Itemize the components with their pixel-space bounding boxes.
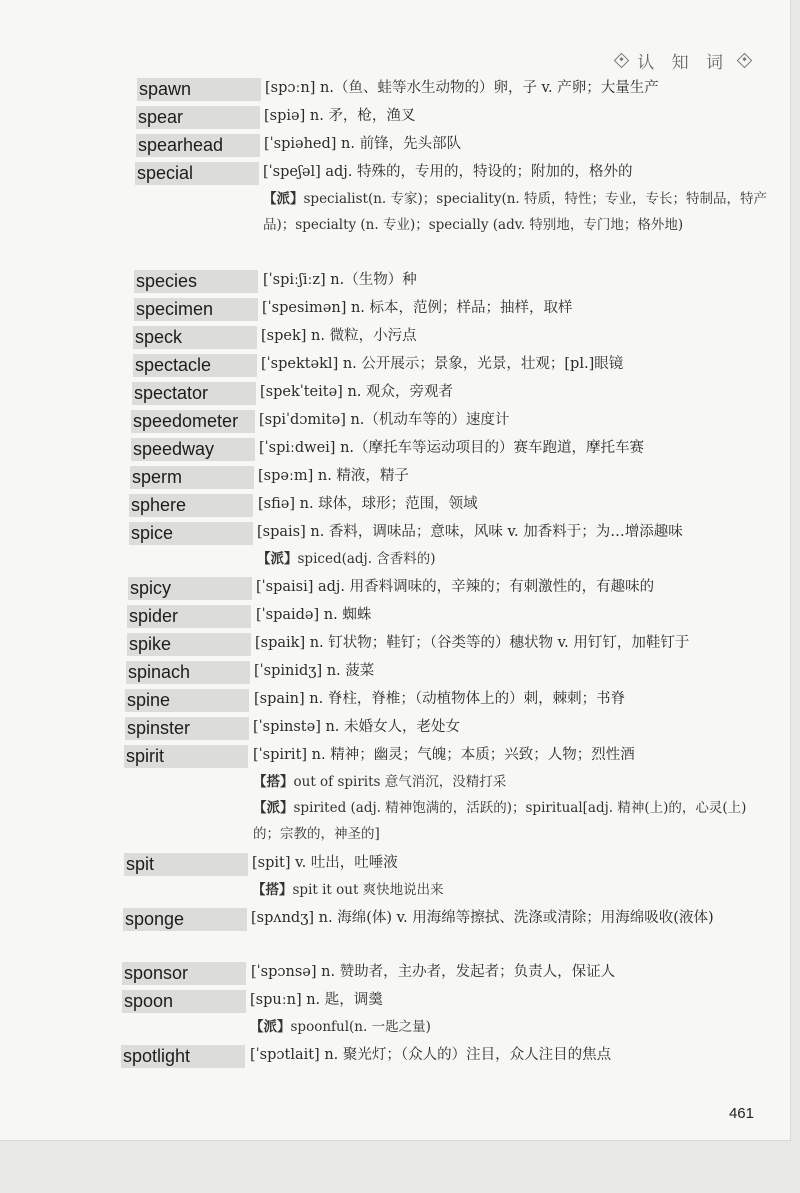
- definition-block: [261, 351, 771, 378]
- headword: speedometer: [131, 410, 255, 433]
- note-tag: 【派】: [253, 800, 294, 816]
- note-text: spoonful(n. 一匙之量): [290, 1019, 431, 1035]
- derivative-note: [252, 877, 762, 903]
- headword: speedway: [131, 438, 255, 461]
- note-text: spit it out 爽快地说出来: [292, 882, 444, 898]
- definition-text: [spais] n. 香料，调味品；意味，风味 v. 加香料于；为…增添趣味: [257, 524, 683, 540]
- definition-block: [252, 850, 762, 903]
- definition-block: [253, 714, 763, 741]
- headword: sphere: [129, 494, 253, 517]
- definition-block: [256, 602, 766, 629]
- headword: sponsor: [122, 962, 246, 985]
- headword: spear: [136, 106, 260, 129]
- note-text: spiced(adj. 含香料的): [297, 551, 436, 567]
- headword: spectator: [132, 382, 256, 405]
- headword: spirit: [124, 745, 248, 768]
- derivative-note: [263, 186, 773, 238]
- headword: special: [135, 162, 259, 185]
- definition-block: [254, 686, 764, 713]
- definition-text: [spuːn] n. 匙，调羹: [250, 992, 383, 1008]
- page-number: 461: [728, 1105, 754, 1122]
- section-header: [606, 48, 760, 73]
- headword: spectacle: [133, 354, 257, 377]
- definition-block: [263, 159, 773, 238]
- definition-block: [260, 379, 770, 406]
- note-tag: 【派】: [250, 1019, 291, 1035]
- headword: spice: [129, 522, 253, 545]
- note-tag: 【派】: [257, 551, 298, 567]
- definition-block: [262, 295, 772, 322]
- definition-text: [spəːm] n. 精液，精子: [258, 468, 409, 484]
- definition-text: [ˈspɔtlait] n. 聚光灯；（众人的）注目，众人注目的焦点: [250, 1047, 612, 1063]
- definition-text: [ˈspektəkl] n. 公开展示；景象，光景，壮观；[pl.]眼镜: [261, 356, 624, 372]
- definition-block: [256, 574, 766, 601]
- definition-text: [spekˈteitə] n. 观众，旁观者: [260, 384, 454, 400]
- definition-block: [257, 519, 767, 572]
- headword: spike: [127, 633, 251, 656]
- note-text: specialist(n. 专家)；speciality(n. 特质，特性；专业，专长；特制品，特产品)；specialty (n. 专业)；specially (adv. 特别地，专门地；格外地): [263, 191, 768, 233]
- definition-text: [spiˈdɔmitə] n.（机动车等的）速度计: [259, 412, 510, 428]
- definition-text: [spaik] n. 钉状物；鞋钉；（谷类等的）穗状物 v. 用钉钉，加鞋钉于: [255, 635, 690, 651]
- section-title: 认 知 词: [637, 53, 729, 73]
- diamond-ornament-icon: [737, 53, 753, 69]
- definition-block: [264, 131, 774, 158]
- definition-block: [258, 491, 768, 518]
- diamond-ornament-icon: [614, 53, 630, 69]
- definition-text: [ˈspinidʒ] n. 菠菜: [254, 663, 375, 679]
- definition-block: [250, 1042, 760, 1069]
- headword: sperm: [130, 466, 254, 489]
- definition-block: [250, 987, 760, 1040]
- definition-block: [251, 959, 761, 986]
- definition-text: [spain] n. 脊柱，脊椎；（动植物体上的）刺，棘刺；书脊: [254, 691, 626, 707]
- definition-block: [259, 407, 769, 434]
- definition-text: [ˈspinstə] n. 未婚女人，老处女: [253, 719, 461, 735]
- definition-text: [spʌndʒ] n. 海绵(体) v. 用海绵等擦拭、洗涤或清除；用海绵吸收(液体): [251, 910, 714, 926]
- definition-text: [ˈspeʃəl] adj. 特殊的，专用的，特设的；附加的，格外的: [263, 164, 633, 180]
- definition-text: [sfiə] n. 球体，球形；范围，领域: [258, 496, 478, 512]
- definition-text: [spiə] n. 矛，枪，渔叉: [264, 108, 416, 124]
- definition-text: [spek] n. 微粒，小污点: [261, 328, 417, 344]
- definition-text: [ˈspiəhed] n. 前锋，先头部队: [264, 136, 462, 152]
- headword: spawn: [137, 78, 261, 101]
- headword: species: [134, 270, 258, 293]
- headword: spearhead: [136, 134, 260, 157]
- headword: spinster: [125, 717, 249, 740]
- definition-text: [ˈspɔnsə] n. 赞助者，主办者，发起者；负责人，保证人: [251, 964, 616, 980]
- note-tag: 【搭】: [252, 882, 293, 898]
- definition-text: [ˈspaidə] n. 蜘蛛: [256, 607, 372, 623]
- derivative-note: [250, 1014, 760, 1040]
- definition-text: [ˈspaisi] adj. 用香料调味的，辛辣的；有刺激性的，有趣味的: [256, 579, 655, 595]
- definition-block: [265, 75, 775, 102]
- derivative-note: [257, 546, 767, 572]
- definition-block: [259, 435, 769, 462]
- note-text: spirited (adj. 精神饱满的，活跃的)；spiritual[adj. 精神(上)的，心灵(上)的；宗教的，神圣的]: [253, 800, 747, 842]
- definition-text: [spit] v. 吐出，吐唾液: [252, 855, 398, 871]
- derivative-note: [253, 769, 763, 795]
- note-text: out of spirits 意气消沉，没精打采: [293, 774, 507, 790]
- definition-text: [ˈspesimən] n. 标本，范例；样品；抽样，取样: [262, 300, 573, 316]
- headword: spit: [124, 853, 248, 876]
- definition-block: [263, 267, 773, 294]
- headword: spider: [127, 605, 251, 628]
- headword: sponge: [123, 908, 247, 931]
- definition-text: [ˈspirit] n. 精神；幽灵；气魄；本质；兴致；人物；烈性酒: [253, 747, 635, 763]
- definition-block: [254, 658, 764, 685]
- definition-block: [258, 463, 768, 490]
- headword: speck: [133, 326, 257, 349]
- headword: spicy: [128, 577, 252, 600]
- derivative-note: [253, 795, 763, 847]
- definition-block: [255, 630, 765, 657]
- note-tag: 【搭】: [253, 774, 294, 790]
- definition-block: [261, 323, 771, 350]
- headword: spinach: [126, 661, 250, 684]
- definition-text: [spɔːn] n.（鱼、蛙等水生动物的）卵，子 v. 产卵；大量生产: [265, 80, 659, 96]
- definition-block: [253, 742, 763, 847]
- headword: spotlight: [121, 1045, 245, 1068]
- definition-block: [251, 905, 761, 932]
- definition-text: [ˈspiːdwei] n.（摩托车等运动项目的）赛车跑道，摩托车赛: [259, 440, 645, 456]
- headword: specimen: [134, 298, 258, 321]
- definition-block: [264, 103, 774, 130]
- headword: spine: [125, 689, 249, 712]
- note-tag: 【派】: [263, 191, 304, 207]
- definition-text: [ˈspiːʃiːz] n.（生物）种: [263, 272, 417, 288]
- headword: spoon: [122, 990, 246, 1013]
